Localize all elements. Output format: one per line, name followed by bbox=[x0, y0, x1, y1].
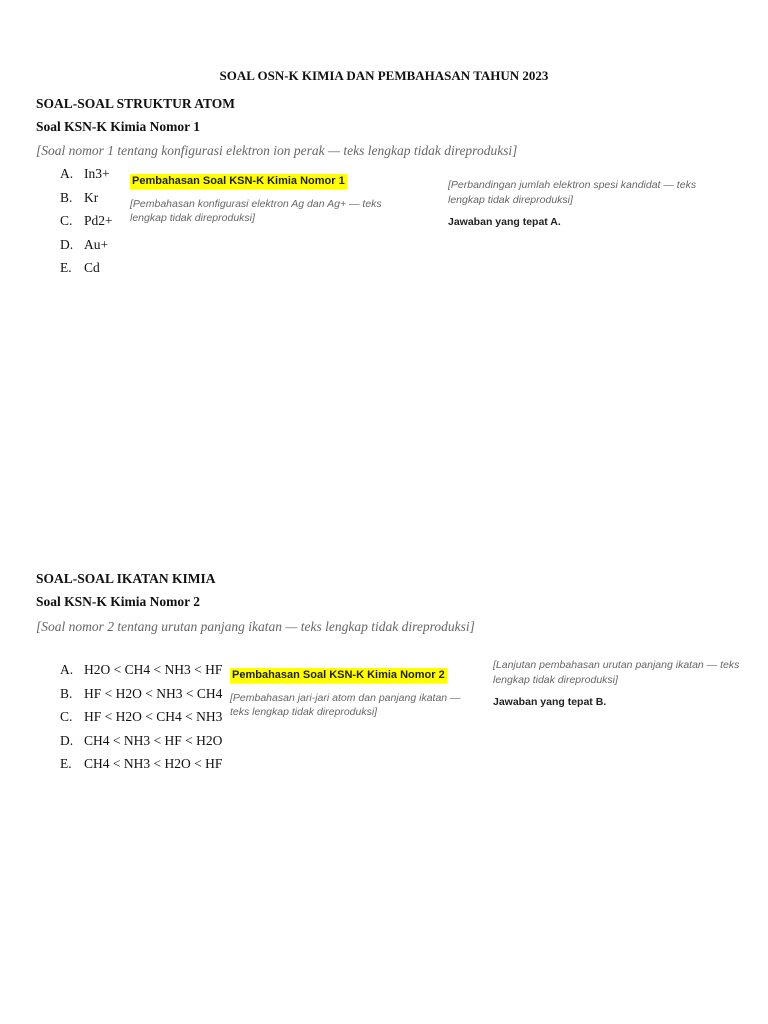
discussion-right-1: [Perbandingan jumlah elektron spesi kandidat — teks lengkap tidak direproduksi] Jawaban yang tepat A. bbox=[448, 178, 733, 230]
options-2 bbox=[60, 662, 222, 780]
option-c-2: C. HF < H2O < CH4 < NH3 bbox=[60, 709, 223, 724]
options-1 bbox=[60, 166, 113, 284]
option-a-1: A. In3+ bbox=[60, 166, 110, 181]
question-title-2: Soal KSN-K Kimia Nomor 2 bbox=[36, 594, 201, 609]
discussion-left-2: Pembahasan Soal KSN-K Kimia Nomor 2 [Pembahasan jari-jari atom dan panjang ikatan — teks lengkap tidak direproduksi] bbox=[230, 669, 461, 718]
option-d-2: D. CH4 < NH3 < HF < H2O bbox=[60, 732, 223, 748]
discussion-left-1: Pembahasan Soal KSN-K Kimia Nomor 1 [Pembahasan konfigurasi elektron Ag dan Ag+ — teks lengkap tidak direproduksi] bbox=[130, 175, 382, 224]
discussion-right-2: [Lanjutan pembahasan urutan panjang ikatan — teks lengkap tidak direproduksi] Jawaban yang tepat B. bbox=[493, 658, 743, 710]
option-b-2: B. HF < H2O < NH3 < CH4 bbox=[60, 685, 223, 701]
option-d-1: D. Au+ bbox=[60, 236, 109, 252]
option-a-2: A. H2O < CH4 < NH3 < HF bbox=[60, 662, 223, 677]
option-e-2: E. CH4 < NH3 < H2O < HF bbox=[60, 756, 223, 771]
option-e-1: E. Cd bbox=[60, 260, 100, 275]
option-c-1: C. Pd2+ bbox=[60, 213, 113, 228]
question-text-2: [Soal nomor 2 tentang urutan panjang ikatan — teks lengkap tidak direproduksi] bbox=[36, 619, 475, 634]
section-heading-1: SOAL-SOAL STRUKTUR ATOM bbox=[36, 96, 236, 111]
question-title-1: Soal KSN-K Kimia Nomor 1 bbox=[36, 119, 201, 134]
section-heading-2: SOAL-SOAL IKATAN KIMIA bbox=[36, 571, 216, 586]
answer-1: Jawaban yang tepat A. bbox=[448, 216, 561, 228]
question-text-1: [Soal nomor 1 tentang konfigurasi elektron ion perak — teks lengkap tidak direproduksi] bbox=[36, 143, 518, 158]
discussion-label-2: Pembahasan Soal KSN-K Kimia Nomor 2 bbox=[232, 669, 445, 681]
option-b-1: B. Kr bbox=[60, 189, 99, 205]
discussion-label-1: Pembahasan Soal KSN-K Kimia Nomor 1 bbox=[132, 175, 345, 187]
answer-2: Jawaban yang tepat B. bbox=[493, 696, 607, 708]
page-title: SOAL OSN-K KIMIA DAN PEMBAHASAN TAHUN 2023 bbox=[219, 68, 549, 83]
